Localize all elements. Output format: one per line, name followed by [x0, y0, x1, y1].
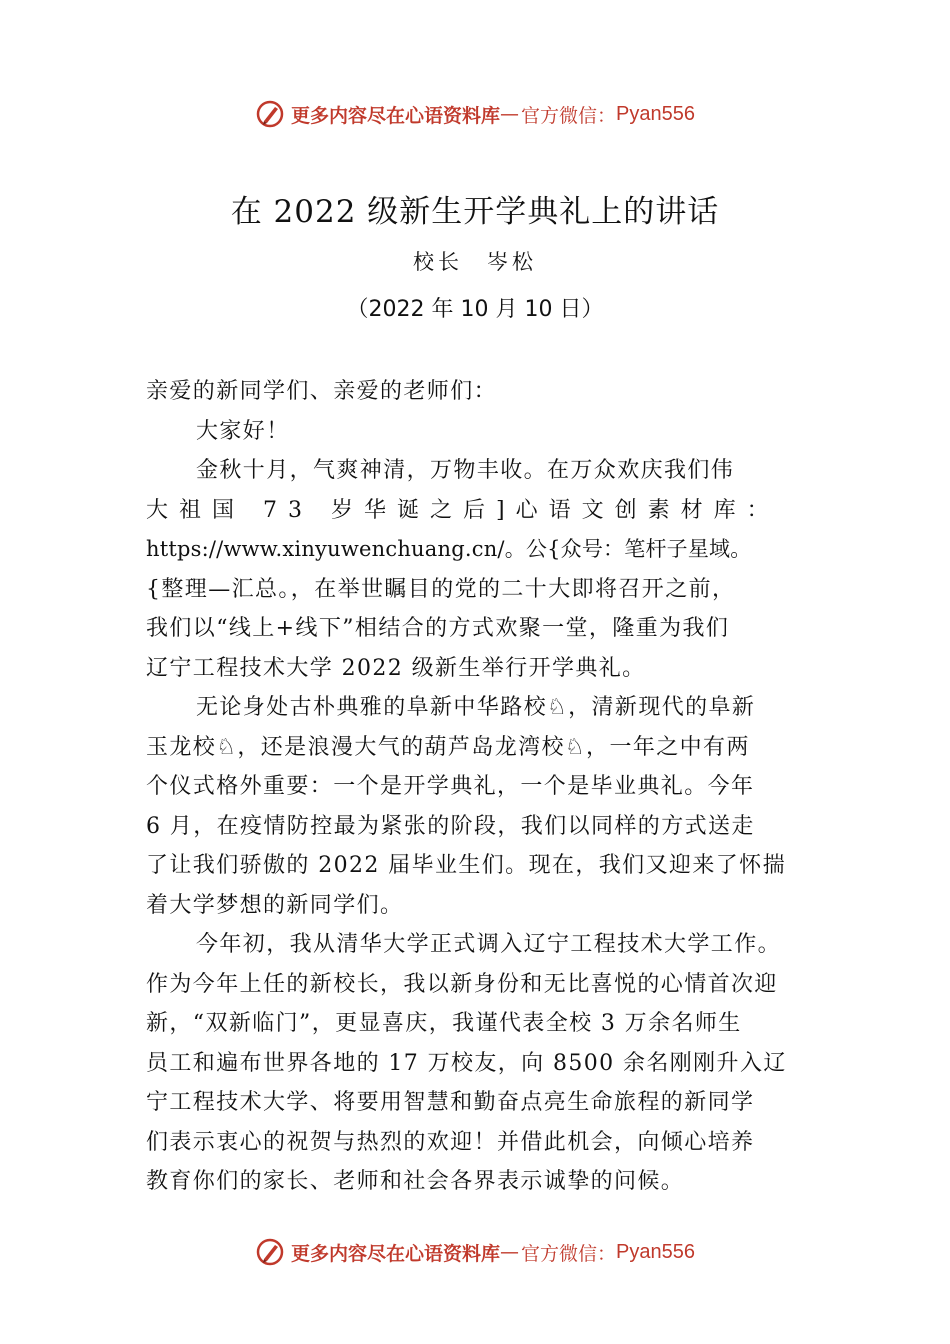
body-line: https://www.xinyuwenchuang.cn/。公{众号：笔杆子星域。	[146, 537, 752, 561]
body-line: 无论身处古朴典雅的阜新中华路校♘，清新现代的阜新	[196, 695, 756, 720]
banner-account: Pyan556	[616, 102, 695, 125]
banner-brand-text: 更多内容尽在心语资料库	[291, 1242, 501, 1265]
body-line: 着大学梦想的新同学们。	[146, 892, 404, 918]
banner-account: Pyan556	[616, 1240, 695, 1263]
body-line: 个仪式格外重要：一个是开学典礼，一个是毕业典礼。今年	[146, 774, 755, 799]
banner-wechat-label: 官方微信：	[521, 104, 617, 127]
speech-date: （2022 年 10 月 10 日）	[346, 297, 604, 322]
banner-dash: —	[500, 1241, 520, 1263]
speech-body	[146, 372, 836, 1202]
document-title: 在 2022 级新生开学典礼上的讲话	[230, 194, 720, 230]
body-line: 了让我们骄傲的 2022 届毕业生们。现在，我们又迎来了怀揣	[146, 853, 786, 878]
author-name: 岑松	[487, 250, 537, 274]
author-role: 校长	[413, 250, 463, 274]
body-line: 宁工程技术大学、将要用智慧和勤奋点亮生命旅程的新同学	[146, 1090, 755, 1115]
banner-dash: —	[500, 103, 520, 125]
footer-banner	[0, 1232, 950, 1272]
body-line: 新，“双新临门”，更显喜庆，我谨代表全校 3 万余名师生	[146, 1011, 742, 1036]
body-line: 辽宁工程技术大学 2022 级新生举行开学典礼。	[146, 655, 646, 681]
body-line: 教育你们的家长、老师和社会各界表示诚挚的问候。	[146, 1169, 685, 1194]
pen-logo-icon	[255, 99, 285, 129]
salutation-line: 亲爱的新同学们、亲爱的老师们：	[146, 379, 498, 404]
body-line: 金秋十月，气爽神清，万物丰收。在万众欢庆我们伟	[196, 458, 735, 483]
body-line: 6 月，在疫情防控最为紧张的阶段，我们以同样的方式送走	[146, 813, 755, 839]
banner-brand-text: 更多内容尽在心语资料库	[291, 104, 501, 127]
body-line: 大祖国 73 岁华诞之后]心语文创素材库：	[146, 497, 780, 523]
body-line: 作为今年上任的新校长，我以新身份和无比喜悦的心情首次迎	[146, 971, 778, 997]
header-banner	[0, 94, 950, 134]
body-line: 我们以“线上+线下”相结合的方式欢聚一堂，隆重为我们	[146, 616, 730, 641]
body-line: 玉龙校♘，还是浪漫大气的葫芦岛龙湾校♘，一年之中有两	[146, 734, 750, 760]
greeting-line: 大家好！	[196, 418, 290, 444]
banner-wechat-label: 官方微信：	[521, 1242, 617, 1265]
author-line	[0, 246, 950, 276]
body-line: 员工和遍布世界各地的 17 万校友，向 8500 余名刚刚升入辽	[146, 1050, 787, 1076]
body-line: 今年初，我从清华大学正式调入辽宁工程技术大学工作。	[196, 932, 782, 957]
pen-logo-icon	[255, 1237, 285, 1267]
body-line: {整理—汇总。，在举世瞩目的党的二十大即将召开之前，	[146, 576, 736, 602]
body-line: 们表示衷心的祝贺与热烈的欢迎！并借此机会，向倾心培养	[146, 1129, 755, 1155]
